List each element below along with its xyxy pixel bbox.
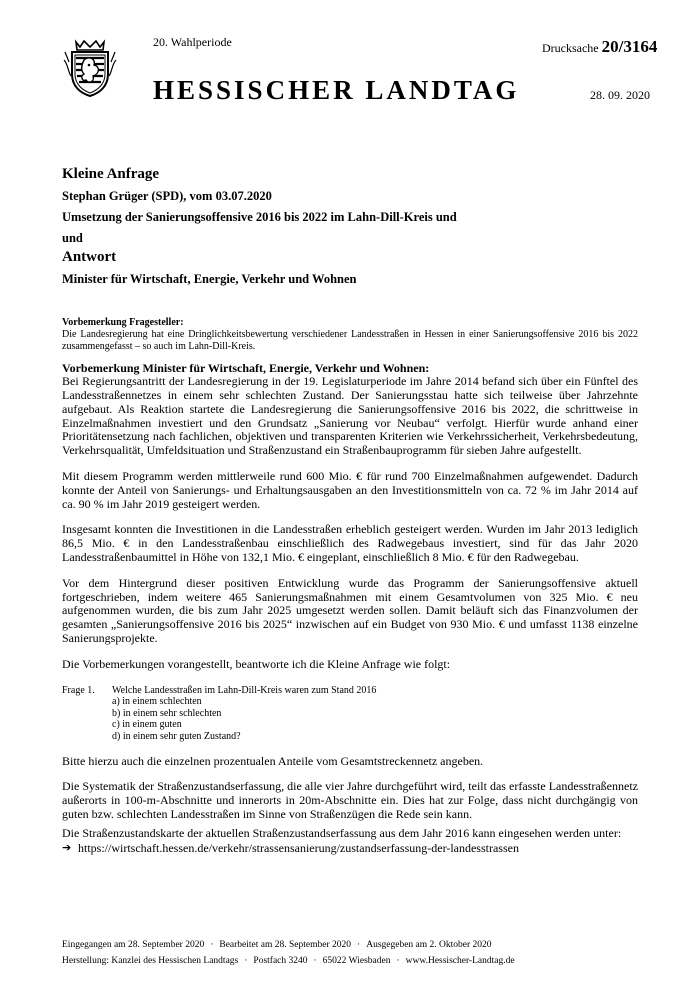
paragraph-8: Die Straßenzustandskarte der aktuellen Straßenzustandserfassung aus dem Jahr 2016 kann eingesehen werden unter: <box>62 825 622 840</box>
drucksache-label: Drucksache <box>542 41 599 55</box>
question-item: d) in einem sehr guten Zustand? <box>112 730 241 742</box>
title-block <box>62 166 652 292</box>
footer-postfach: Postfach 3240 <box>253 956 308 966</box>
question-item: a) in einem schlechten <box>112 696 202 708</box>
question-item: b) in einem sehr schlechten <box>112 707 222 719</box>
question-1 <box>62 685 638 743</box>
drucksache-nr: 20/3164 <box>601 37 658 56</box>
paragraph-3: Insgesamt konnten die Investitionen in die Landesstraßen erheblich gesteigert werden. Wurden im Jahr 2013 lediglich 86,5 Mio. € in den Landesstraßenbau einschließlich des Radwegebaus investiert, sind für das Jahr 2020 Landesstraßenbaumittel in Höhe von 132,1 Mio. € eingeplant, einschließlich 8 Mio. € für den Radwegebau. <box>62 522 638 564</box>
hessen-coat-of-arms-logo <box>62 38 118 98</box>
vorbemerkung-fragesteller-title: Vorbemerkung Fragesteller: <box>62 317 184 328</box>
und-line: und <box>62 231 83 245</box>
wahlperiode: 20. Wahlperiode <box>153 35 232 49</box>
document-date: 28. 09. 2020 <box>590 88 650 102</box>
answer-heading: Antwort <box>62 249 117 265</box>
vorbemerkung-minister-title: Vorbemerkung Minister für Wirtschaft, Energie, Verkehr und Wohnen: <box>62 361 430 376</box>
arrow-right-icon: ➔ <box>62 841 72 855</box>
minister-name: Minister für Wirtschaft, Energie, Verkehr und Wohnen <box>62 272 357 286</box>
drucksache-number <box>542 37 657 57</box>
parliament-title: HESSISCHER LANDTAG <box>153 75 520 105</box>
paragraph-6: Bitte hierzu auch die einzelnen prozentualen Anteile vom Gesamtstreckennetz angeben. <box>62 753 484 768</box>
map-link-url[interactable]: https://wirtschaft.hessen.de/verkehr/strassensanierung/zustandserfassung-der-landesstrassen <box>78 841 519 856</box>
paragraph-2: Mit diesem Programm werden mittlerweile rund 600 Mio. € für rund 700 Einzelmaßnahmen aufgewendet. Dadurch konnte der Anteil von Sanierungs- und Erhaltungsausgaben an den Investitionsmitteln von ca. 72 % im Jahr 2014 auf ca. 90 % im Jahr 2019 gesteigert werden. <box>62 468 638 511</box>
question-author: Stephan Grüger (SPD), vom 03.07.2020 <box>62 189 272 203</box>
question-label: Frage 1. <box>62 684 95 696</box>
paragraph-1: Bei Regierungsantritt der Landesregierung in der 19. Legislaturperiode im Jahre 2014 befand sich über ein Fünftel des Landesstraßennetzes in einem sehr schlechten Zustand. Der Sanierungsstau hatte sich teilweise über Jahrzehnte aufgebaut. Als Reaktion startete die Landesregierung die Sanierungsoffensive 2016 bis 2022, die schrittweise in Einzelmaßnahmen investiert und den Grundsatz „Sanierung vor Neubau“ verfolgt. Hierfür wurde anhand einer Prioritätensetzung nach fachlichen, objektiven und transparenten Kriterien wie Verkehrssicherheit, Verkehrsbedeutung, Verkehrsqualität, Umfeldsituation und Straßenzustand ein Straßenbauprogramm für sieben Jahre aufgestellt. <box>62 374 638 458</box>
footer-herstellung: Herstellung: Kanzlei des Hessischen Landtags <box>62 956 239 966</box>
map-link[interactable] <box>62 841 638 855</box>
footer <box>62 937 652 969</box>
question-text: Welche Landesstraßen im Lahn-Dill-Kreis waren zum Stand 2016 <box>112 684 377 696</box>
footer-web[interactable]: www.Hessischer-Landtag.de <box>405 956 515 966</box>
question-item: c) in einem guten <box>112 719 182 731</box>
footer-bearbeitet: Bearbeitet am 28. September 2020 <box>219 940 352 950</box>
question-subject: Umsetzung der Sanierungsoffensive 2016 bis 2022 im Lahn-Dill-Kreis und <box>62 210 457 224</box>
footer-ausgegeben: Ausgegeben am 2. Oktober 2020 <box>366 940 492 950</box>
footer-ort: 65022 Wiesbaden <box>322 956 391 966</box>
document-type: Kleine Anfrage <box>62 166 160 182</box>
footer-publisher: Herstellung: Kanzlei des Hessischen Landtags · Postfach 3240 · 65022 Wiesbaden · www.Hessischer-Landtag.de <box>62 956 515 966</box>
paragraph-4: Vor dem Hintergrund dieser positiven Entwicklung wurde das Programm der Sanierungsoffensive aktuell fortgeschrieben, indem weitere 465 Sanierungsmaßnahmen mit einem Gesamtvolumen von 325 Mio. € neu aufgenommen wurden, die bis zum Jahr 2025 umgesetzt werden sollen. Damit beläuft sich das Finanzvolumen der gesamten „Sanierungsoffensive 2016 bis 2025“ inzwischen auf ein Budget von 930 Mio. € und umfasst 1138 einzelne Sanierungsprojekte. <box>62 575 638 645</box>
footer-eingegangen: Eingegangen am 28. September 2020 <box>62 940 205 950</box>
document-body <box>62 317 638 855</box>
footer-dates: Eingegangen am 28. September 2020 · Bearbeitet am 28. September 2020 · Ausgegeben am 2. Oktober 2020 <box>62 940 492 950</box>
paragraph-7: Die Systematik der Straßenzustandserfassung, die alle vier Jahre durchgeführt wird, teilt das erfasste Landesstraßennetz außerorts in 100-m-Abschnitte und innerorts in 20m-Abschnitte ein. Dies hat zur Folge, dass nicht durchgängig von guten bzw. schlechten Landesstraßen im Sinne von Straßenzügen die Rede sein kann. <box>62 779 638 821</box>
vorbemerkung-fragesteller-text: Die Landesregierung hat eine Dringlichkeitsbewertung verschiedener Landesstraßen in Hessen in einer Sanierungsoffensive 2016 bis 2022 zusammengefasst – so auch im Lahn-Dill-Kreis. <box>62 329 638 352</box>
paragraph-5: Die Vorbemerkungen vorangestellt, beantworte ich die Kleine Anfrage wie folgt: <box>62 656 451 671</box>
